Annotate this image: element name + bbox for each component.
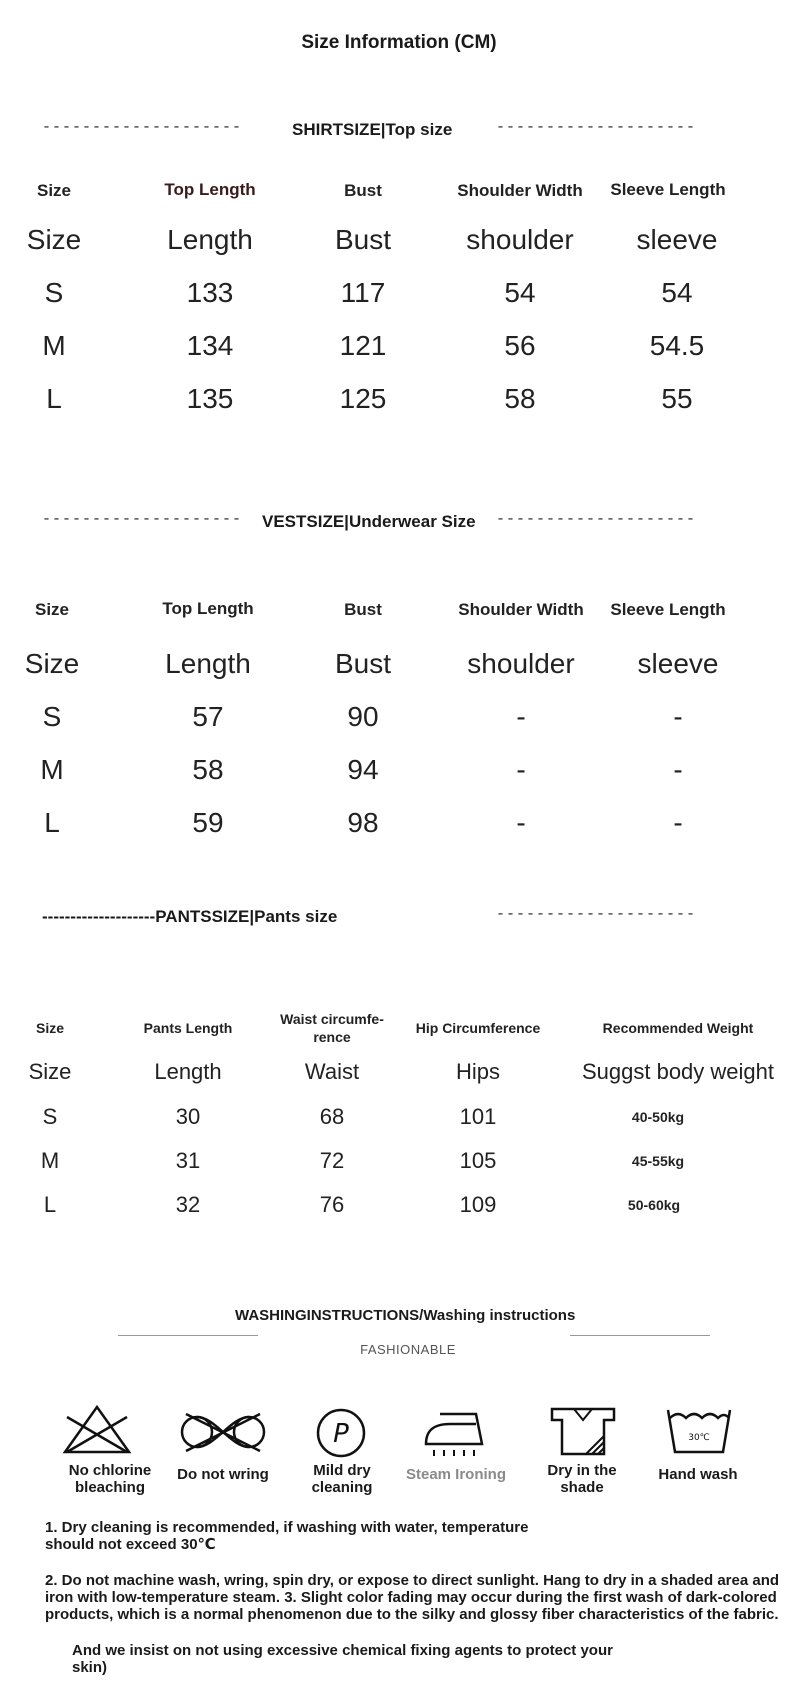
washing-note-1 [45, 1519, 765, 1553]
header-cell: Size [36, 181, 72, 200]
weight-cell: 50-60kg [627, 1197, 681, 1213]
subheader-cell: Waist [304, 1059, 360, 1084]
subheader-cell: Size [28, 1059, 72, 1084]
no-wring-icon [180, 1410, 266, 1454]
note-line: products, which is a normal phenomenon due to the silky and glossy fiber characteristics of the fabric. [45, 1606, 779, 1623]
washing-subtitle: FASHIONABLE [360, 1342, 456, 1357]
subheader-cell: Size [26, 224, 82, 255]
value-cell: 55 [661, 383, 693, 414]
divider-dashes-right: -------------------- [496, 906, 697, 923]
washing-title: WASHINGINSTRUCTIONS/Washing instructions [235, 1307, 576, 1324]
value-cell: 54 [504, 277, 536, 308]
subheader-cell: Bust [334, 648, 392, 679]
header-cell: Bust [344, 600, 382, 619]
value-cell: - [516, 754, 526, 785]
value-cell: - [673, 701, 683, 732]
size-cell: S [44, 277, 64, 308]
value-cell: 57 [192, 701, 224, 732]
washing-note-3 [72, 1642, 772, 1676]
subheader-cell: Length [165, 648, 251, 679]
subheader-cell: sleeve [636, 224, 718, 255]
header-cell: Size [34, 600, 70, 619]
care-label [292, 1462, 392, 1496]
iron-icon [420, 1408, 492, 1460]
value-cell: 125 [339, 383, 387, 414]
value-cell: 58 [192, 754, 224, 785]
washing-note-2 [45, 1572, 785, 1623]
subheader-cell: Size [24, 648, 80, 679]
page-title: Size Information (CM) [301, 32, 497, 53]
value-cell: 117 [340, 277, 386, 308]
value-cell: 58 [504, 383, 536, 414]
value-cell: 121 [339, 330, 387, 361]
subheader-cell: Suggst body weight [581, 1059, 775, 1084]
care-label [648, 1466, 748, 1483]
value-cell: 32 [175, 1192, 201, 1217]
value-cell: 76 [319, 1192, 345, 1217]
shade-dry-icon [550, 1406, 616, 1456]
divider-line-right [570, 1335, 710, 1336]
value-cell: 105 [459, 1148, 497, 1173]
divider-dashes-left: -------------------- [42, 119, 243, 136]
size-cell: L [44, 807, 60, 838]
subheader-cell: shoulder [467, 648, 575, 679]
size-cell: M [40, 1148, 60, 1173]
subheader-cell: shoulder [466, 224, 574, 255]
note-line: 2. Do not machine wash, wring, spin dry, or expose to direct sunlight. Hang to dry in a shaded area and [45, 1572, 780, 1589]
header-cell: Bust [344, 181, 382, 200]
size-cell: M [40, 754, 64, 785]
subheader-cell: Length [154, 1059, 222, 1084]
size-cell: M [42, 330, 66, 361]
divider-line-left [118, 1335, 258, 1336]
value-cell: 56 [504, 330, 536, 361]
size-cell: L [43, 1192, 57, 1217]
value-cell: 59 [192, 807, 224, 838]
value-cell: 134 [186, 330, 234, 361]
header-cell: Waist circumfe-rence [280, 1011, 384, 1045]
section-title-vest: VESTSIZE|Underwear Size [262, 512, 476, 531]
care-label-line: Mild dry [313, 1462, 371, 1479]
header-cell: Recommended Weight [602, 1020, 754, 1036]
value-cell: 31 [175, 1148, 201, 1173]
section-title-pants-text: --------------------PANTSSIZE|Pants size [42, 907, 338, 926]
value-cell: - [516, 701, 526, 732]
care-label [530, 1462, 634, 1496]
weight-cell: 45-55kg [631, 1153, 685, 1169]
subheader-cell: Length [167, 224, 253, 255]
divider-dashes-left: -------------------- [42, 511, 243, 528]
value-cell: 98 [347, 807, 379, 838]
care-label [398, 1466, 514, 1483]
value-cell: 54 [661, 277, 693, 308]
care-label-line: No chlorine [68, 1462, 152, 1479]
value-cell: 133 [186, 277, 234, 308]
value-cell: 54.5 [649, 330, 705, 361]
note-line: should not exceed 30℃ [45, 1536, 216, 1553]
care-label-line: bleaching [74, 1479, 145, 1496]
hand-wash-icon [666, 1406, 732, 1454]
header-cell: Top Length [162, 599, 254, 618]
dry-clean-icon [316, 1408, 366, 1458]
header-cell: Top Length [164, 180, 256, 199]
header-cell: Sleeve Length [610, 180, 726, 199]
header-cell: Size [35, 1020, 64, 1036]
divider-dashes-right: -------------------- [496, 119, 697, 136]
note-line: And we insist on not using excessive chemical fixing agents to protect your [72, 1642, 613, 1659]
subheader-cell: sleeve [637, 648, 719, 679]
note-line: iron with low-temperature steam. 3. Slight color fading may occur during the first wash of dark-colored [45, 1589, 777, 1606]
svg-text:P: P [333, 1419, 349, 1449]
value-cell: 94 [347, 754, 379, 785]
value-cell: - [673, 754, 683, 785]
divider-dashes-right: -------------------- [496, 511, 697, 528]
header-cell: Hip Circumference [415, 1020, 541, 1036]
section-title-shirt: SHIRTSIZE|Top size [292, 120, 453, 139]
care-label [170, 1466, 276, 1483]
care-label-line: Steam Ironing [405, 1466, 506, 1483]
header-cell: Pants Length [143, 1020, 233, 1036]
care-label-line: Hand wash [658, 1466, 738, 1483]
size-cell: S [42, 1104, 58, 1129]
section-title-pants [42, 907, 337, 927]
value-cell: 101 [459, 1104, 497, 1129]
weight-cell: 40-50kg [631, 1109, 685, 1125]
header-cell: Shoulder Width [458, 600, 584, 619]
value-cell: 135 [186, 383, 234, 414]
care-label-line: cleaning [311, 1479, 373, 1496]
subheader-cell: Bust [334, 224, 392, 255]
subheader-cell: Hips [455, 1059, 500, 1084]
care-label [58, 1462, 162, 1496]
value-cell: - [516, 807, 526, 838]
header-cell: Sleeve Length [610, 600, 726, 619]
care-label-line: shade [560, 1479, 604, 1496]
value-cell: - [673, 807, 683, 838]
value-cell: 109 [459, 1192, 497, 1217]
value-cell: 30 [175, 1104, 201, 1129]
header-cell: Shoulder Width [457, 181, 583, 200]
value-cell: 72 [319, 1148, 345, 1173]
size-cell: S [42, 701, 62, 732]
note-line: 1. Dry cleaning is recommended, if washing with water, temperature [45, 1519, 529, 1536]
care-label-line: Do not wring [177, 1466, 269, 1483]
temp-label: 30℃ [688, 1433, 710, 1443]
no-chlorine-icon [62, 1405, 132, 1455]
care-label-line: Dry in the [547, 1462, 617, 1479]
note-line: skin) [72, 1659, 108, 1676]
value-cell: 68 [319, 1104, 345, 1129]
size-cell: L [46, 383, 62, 414]
value-cell: 90 [347, 701, 379, 732]
